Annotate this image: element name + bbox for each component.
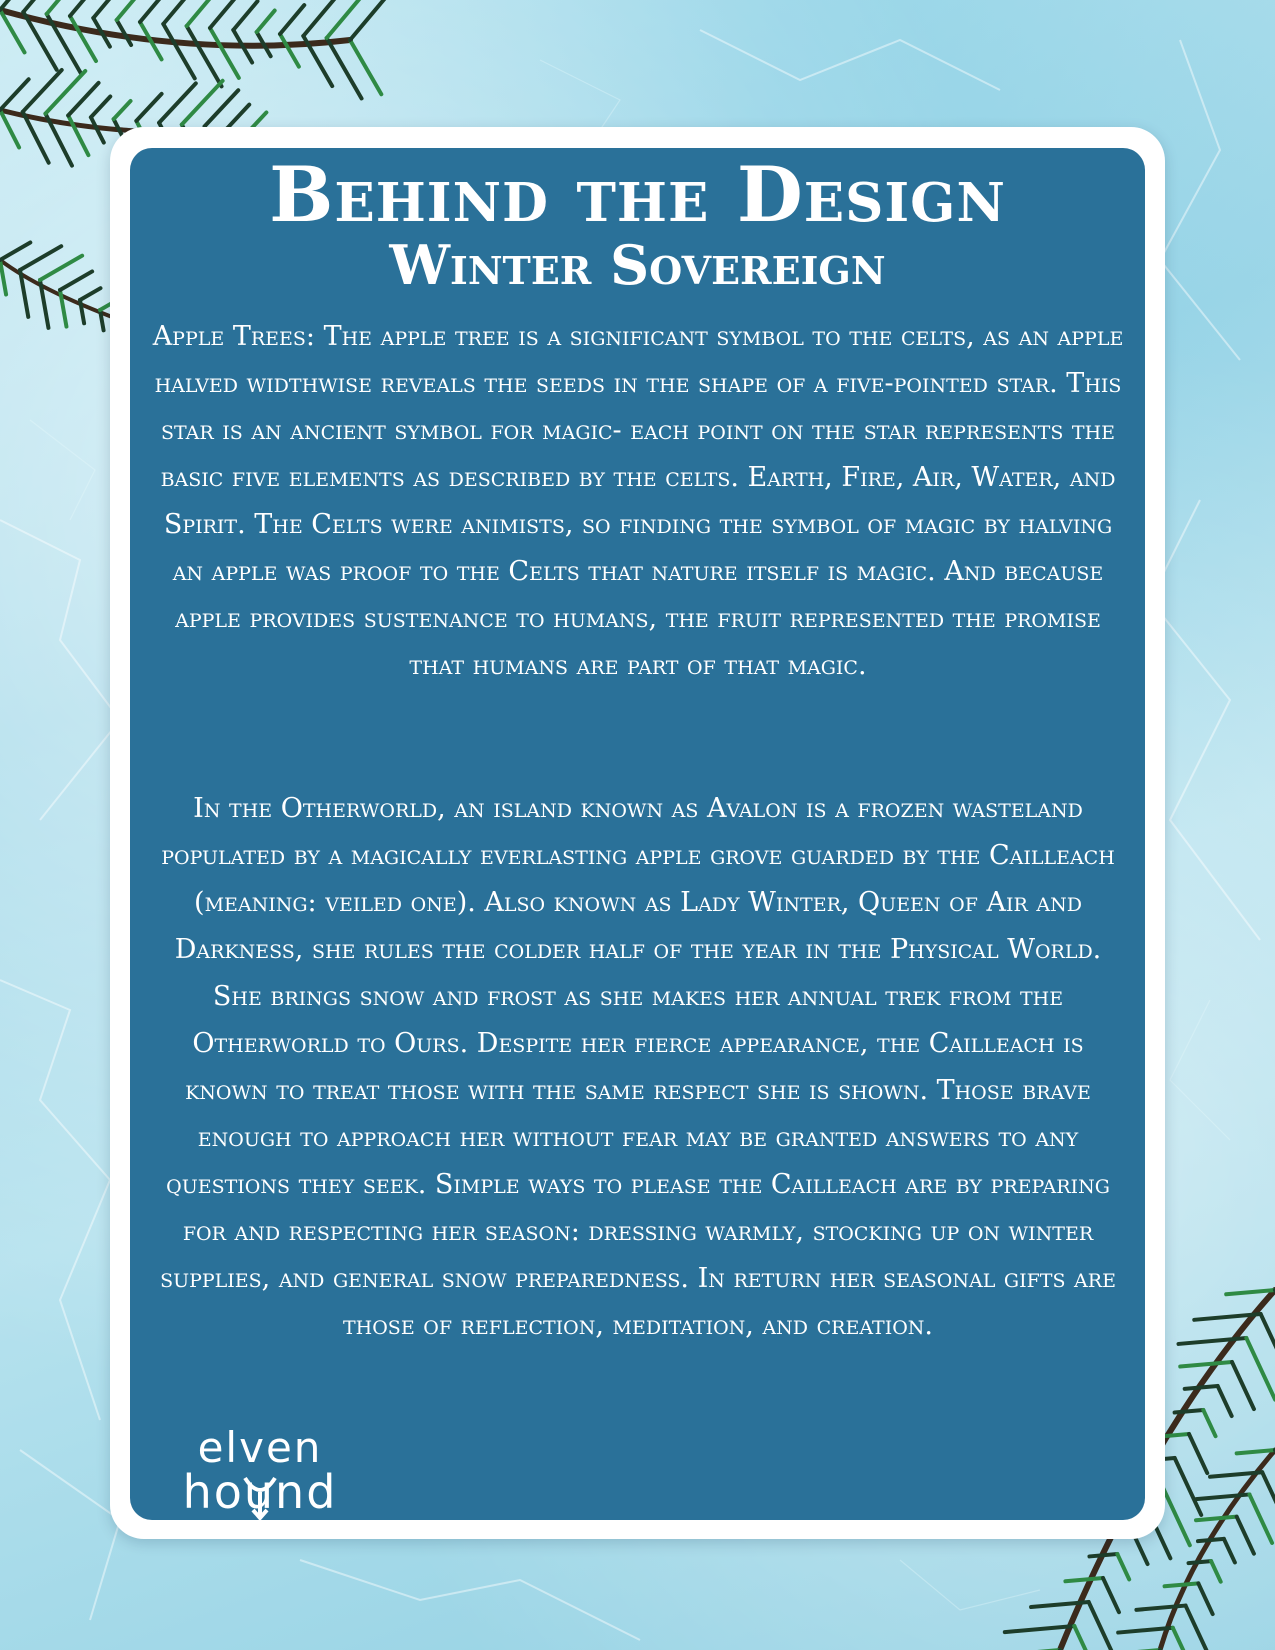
pine-needle (60, 271, 92, 290)
paragraph-apple-trees: Apple Trees: The apple tree is a significant symbol to the celts, as an apple halved widthwise reveals the seeds in the shape of a five-pointed star. This star is an ancient symbol for magic- each point on the star represents the basic five elements as described by the celts. Earth, Fire, Air, Water, and Spirit. The Celts were animists, so finding the symbol of magic by halving an apple was proof to the Celts that nature itself is magic. And because apple provides sustenance to humans, the fruit represented the promise that humans are part of that magic. (152, 321, 1124, 681)
pine-needle (327, 0, 372, 38)
pine-needle (1186, 1606, 1207, 1650)
pine-needle (20, 246, 61, 270)
pine-needle (0, 79, 29, 110)
pine-needle (23, 0, 66, 12)
pine-needle (114, 101, 131, 119)
pine-needle (1173, 1628, 1196, 1650)
pine-needle (1198, 1583, 1212, 1614)
pine-needle (1089, 1554, 1117, 1556)
logo-line-1: elven (197, 1423, 323, 1472)
pine-needle (1103, 1578, 1119, 1612)
pine-needle (1249, 1494, 1272, 1542)
pine-needle (45, 71, 85, 114)
pine-needle (68, 115, 88, 155)
pine-needle (1232, 1362, 1254, 1409)
pine-needle (117, 20, 131, 45)
pine-needle (1246, 1338, 1275, 1400)
pine-needle (1224, 1539, 1235, 1563)
pine-needle (70, 16, 96, 61)
pine-needle (1180, 1362, 1232, 1367)
pine-needle (80, 288, 100, 300)
pine-needle (0, 243, 30, 261)
pine-needle (233, 1, 257, 30)
pine-needle (280, 34, 299, 67)
pine-needle (257, 11, 275, 32)
pine-needle (227, 105, 249, 129)
pine-needle (1089, 1602, 1113, 1650)
pine-needle (1189, 1434, 1207, 1473)
pine-needle (182, 81, 223, 125)
pine-needle (280, 5, 304, 34)
pine-needle (1262, 1472, 1275, 1519)
pine-needle (68, 83, 98, 116)
pine-needle (1175, 1410, 1204, 1413)
pine-needle (1196, 1494, 1249, 1499)
pine-needle (1226, 1290, 1275, 1294)
pine-needle (40, 256, 82, 280)
pine-needle (136, 94, 161, 121)
page-subtitle: Winter Sovereign (389, 233, 886, 297)
pine-needle (1136, 1606, 1185, 1610)
pine-needle (1203, 1410, 1215, 1436)
logo-line-2: hound (182, 1465, 338, 1519)
paragraph-otherworld: In the Otherworld, an island known as Avalon is a frozen wasteland populated by a magically everlasting apple grove guarded by the Cailleach (meaning: veiled one). Also known as Lady Winter, Queen of Air and Darkness, she rules the colder half of the year in the Physical World. She brings snow and frost as she makes her annual trek from the Otherworld to Ours. Despite her fierce appearance, the Cailleach is known to treat those with the same respect she is shown. Those brave enough to approach her without fear may be granted answers to any questions they seek. Simple ways to please the Cailleach are by preparing for and respecting her season: dressing warmly, stocking up on winter supplies, and general snow preparedness. In return her seasonal gifts are those of reflection, meditation, and creation. (160, 793, 1116, 1341)
pine-needle (1175, 1458, 1202, 1515)
pine-needle (140, 0, 168, 22)
page-title: Behind the Design (269, 150, 1006, 239)
pine-needle (210, 0, 247, 28)
pine-needle (117, 0, 136, 20)
pine-needle (1237, 1517, 1254, 1554)
pine-needle (93, 0, 114, 18)
pine-needle (23, 70, 62, 112)
pine-needle (1237, 1450, 1275, 1453)
pine-needle (1218, 1386, 1232, 1416)
pine-needle (1189, 1561, 1212, 1563)
pine-needle (1261, 1314, 1275, 1374)
pine-needle (1196, 1517, 1237, 1521)
pine-needle (1117, 1554, 1129, 1579)
pine-needle (1185, 1386, 1218, 1389)
pine-needle (1005, 1626, 1075, 1632)
elven-hound-logo (143, 1420, 378, 1520)
pine-needle (1165, 1583, 1199, 1586)
pine-needle (1065, 1578, 1103, 1581)
pine-needle (91, 97, 110, 118)
pine-needle (1211, 1561, 1221, 1582)
pine-needle (1198, 1539, 1224, 1541)
